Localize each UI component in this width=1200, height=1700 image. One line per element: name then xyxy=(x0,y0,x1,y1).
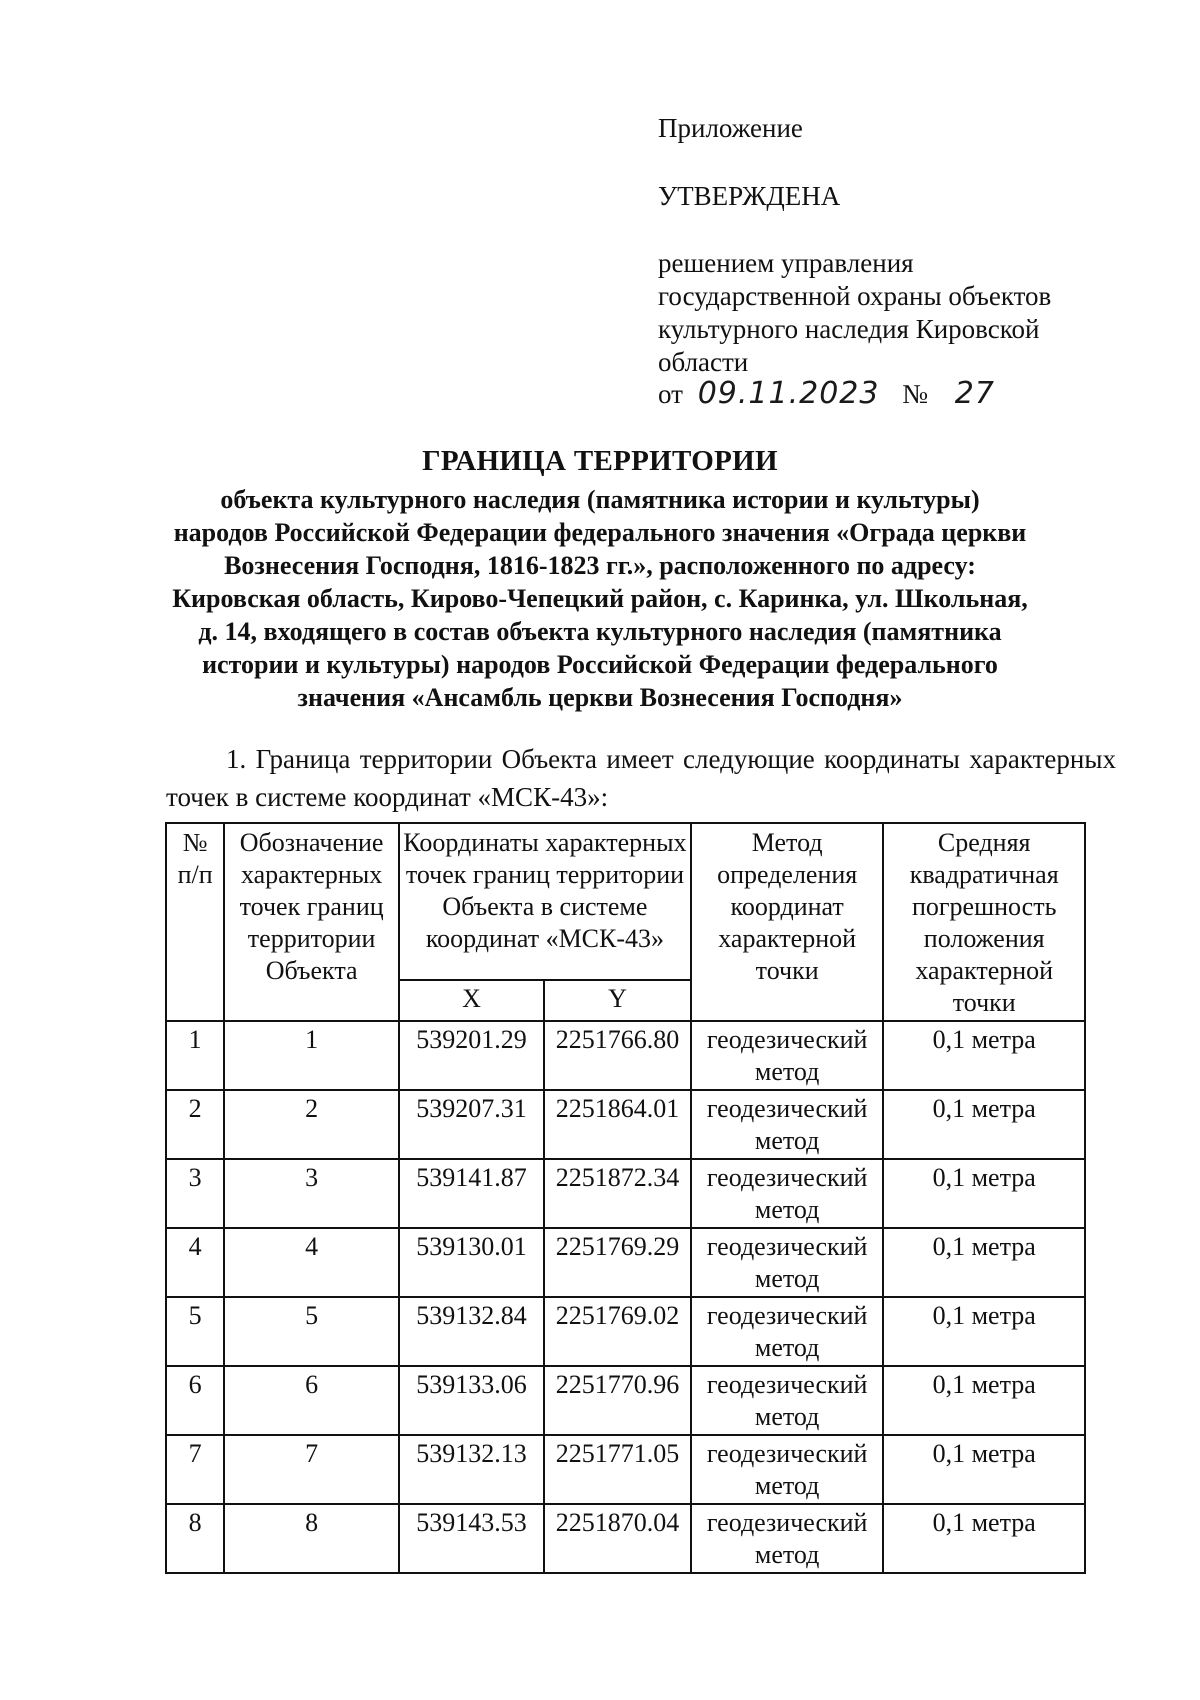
cell-y: 2251770.96 xyxy=(544,1366,691,1435)
title-line: Вознесения Господня, 1816-1823 гг.», расположенного по адресу: xyxy=(224,551,976,580)
cell-point: 8 xyxy=(224,1504,399,1573)
header-num: № п/п xyxy=(166,823,224,1021)
title-main: ГРАНИЦА ТЕРРИТОРИИ xyxy=(422,445,778,477)
header-designation: Обозначение характерных точек границ территории Объекта xyxy=(224,823,399,1021)
cell-error: 0,1 метра xyxy=(883,1090,1085,1159)
cell-method: геодезический метод xyxy=(691,1297,884,1366)
table-row xyxy=(166,1435,1085,1504)
approval-decision xyxy=(658,247,1128,379)
header-coordinates: Координаты характерных точек границ территории Объекта в системе координат «МСК-43» xyxy=(399,823,691,980)
cell-x: 539207.31 xyxy=(399,1090,544,1159)
cell-point: 2 xyxy=(224,1090,399,1159)
cell-error: 0,1 метра xyxy=(883,1435,1085,1504)
title-line: народов Российской Федерации федерального значения «Ограда церкви xyxy=(173,518,1027,547)
handwritten-number: 27 xyxy=(954,376,995,411)
decision-line: государственной охраны объектов xyxy=(658,281,1052,311)
table-row xyxy=(166,1297,1085,1366)
cell-num: 8 xyxy=(166,1504,224,1573)
cell-y: 2251769.02 xyxy=(544,1297,691,1366)
cell-x: 539141.87 xyxy=(399,1159,544,1228)
cell-num: 7 xyxy=(166,1435,224,1504)
appendix-label: Приложение xyxy=(658,113,803,143)
cell-y: 2251771.05 xyxy=(544,1435,691,1504)
cell-error: 0,1 метра xyxy=(883,1021,1085,1090)
title-subtitle xyxy=(150,483,1050,714)
cell-method: геодезический метод xyxy=(691,1228,884,1297)
cell-num: 4 xyxy=(166,1228,224,1297)
table-row xyxy=(166,1504,1085,1573)
cell-point: 5 xyxy=(224,1297,399,1366)
cell-point: 1 xyxy=(224,1021,399,1090)
header-error: Средняя квадратичная погрешность положения характерной точки xyxy=(883,823,1085,1021)
title-line: объекта культурного наследия (памятника истории и культуры) xyxy=(220,485,980,514)
cell-num: 3 xyxy=(166,1159,224,1228)
table-row xyxy=(166,1366,1085,1435)
cell-method: геодезический метод xyxy=(691,1021,884,1090)
cell-y: 2251864.01 xyxy=(544,1090,691,1159)
cell-y: 2251769.29 xyxy=(544,1228,691,1297)
cell-point: 3 xyxy=(224,1159,399,1228)
number-sign: № xyxy=(902,379,928,409)
from-label: от xyxy=(658,379,683,409)
cell-num: 6 xyxy=(166,1366,224,1435)
coordinates-table xyxy=(165,822,1086,1574)
table-row xyxy=(166,1090,1085,1159)
cell-num: 5 xyxy=(166,1297,224,1366)
decision-line: решением управления xyxy=(658,248,914,278)
table-row xyxy=(166,1021,1085,1090)
handwritten-date: 09.11.2023 xyxy=(697,376,880,411)
cell-method: геодезический метод xyxy=(691,1366,884,1435)
decision-line: культурного наследия Кировской xyxy=(658,314,1040,344)
header-y: Y xyxy=(544,980,691,1021)
cell-point: 4 xyxy=(224,1228,399,1297)
paragraph-text: 1. Граница территории Объекта имеет следующие координаты характерных точек в системе координат «МСК-43»: xyxy=(166,744,1116,812)
cell-y: 2251872.34 xyxy=(544,1159,691,1228)
cell-method: геодезический метод xyxy=(691,1090,884,1159)
cell-error: 0,1 метра xyxy=(883,1504,1085,1573)
cell-y: 2251870.04 xyxy=(544,1504,691,1573)
cell-method: геодезический метод xyxy=(691,1435,884,1504)
table-row xyxy=(166,1228,1085,1297)
header-method: Метод определения координат характерной точки xyxy=(691,823,884,1021)
cell-x: 539133.06 xyxy=(399,1366,544,1435)
cell-method: геодезический метод xyxy=(691,1504,884,1573)
cell-x: 539201.29 xyxy=(399,1021,544,1090)
cell-num: 1 xyxy=(166,1021,224,1090)
cell-point: 6 xyxy=(224,1366,399,1435)
cell-method: геодезический метод xyxy=(691,1159,884,1228)
cell-x: 539130.01 xyxy=(399,1228,544,1297)
cell-error: 0,1 метра xyxy=(883,1297,1085,1366)
cell-y: 2251766.80 xyxy=(544,1021,691,1090)
cell-num: 2 xyxy=(166,1090,224,1159)
title-line: истории и культуры) народов Российской Федерации федерального xyxy=(202,650,998,679)
table-row xyxy=(166,1159,1085,1228)
cell-x: 539143.53 xyxy=(399,1504,544,1573)
title-line: значения «Ансамбль церкви Вознесения Господня» xyxy=(297,683,903,712)
cell-error: 0,1 метра xyxy=(883,1366,1085,1435)
approved-label: УТВЕРЖДЕНА xyxy=(658,181,841,211)
title-line: Кировская область, Кирово-Чепецкий район, с. Каринка, ул. Школьная, xyxy=(172,584,1028,613)
cell-x: 539132.13 xyxy=(399,1435,544,1504)
intro-paragraph xyxy=(166,740,1116,816)
cell-error: 0,1 метра xyxy=(883,1159,1085,1228)
document-title xyxy=(150,444,1050,714)
title-line: д. 14, входящего в состав объекта культурного наследия (памятника xyxy=(198,617,1002,646)
cell-point: 7 xyxy=(224,1435,399,1504)
header-x: X xyxy=(399,980,544,1021)
decision-line: области xyxy=(658,347,749,377)
cell-x: 539132.84 xyxy=(399,1297,544,1366)
cell-error: 0,1 метра xyxy=(883,1228,1085,1297)
date-number-line xyxy=(658,377,995,411)
